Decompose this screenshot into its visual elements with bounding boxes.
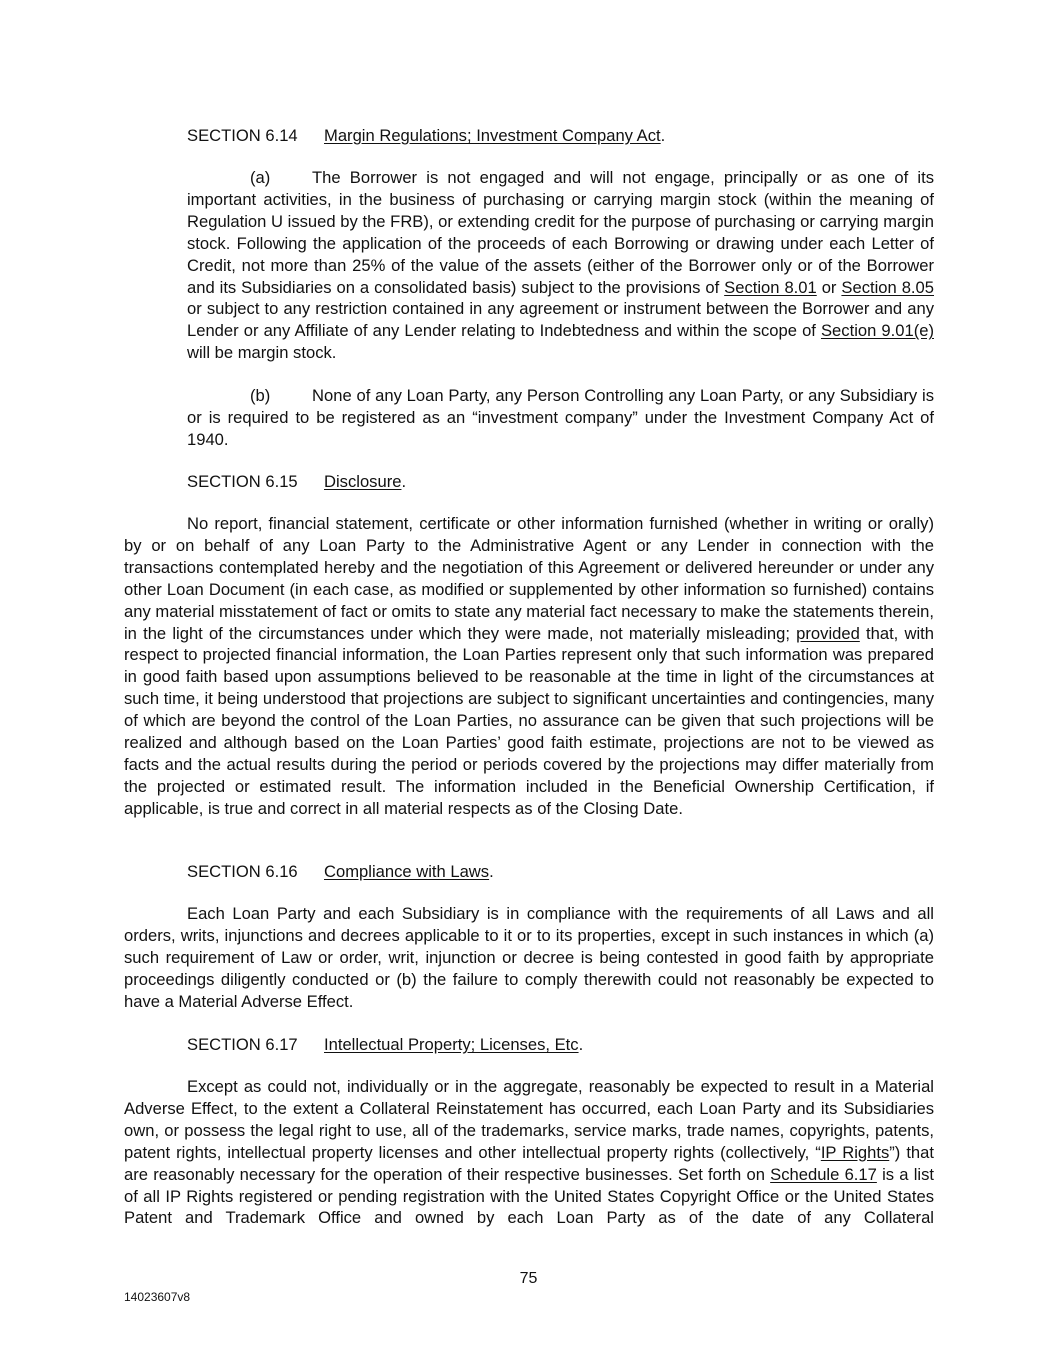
defined-term: IP Rights	[820, 1142, 890, 1162]
section-6-17-heading: SECTION 6.17 Intellectual Property; Licenses, Etc.	[187, 1035, 584, 1054]
section-6-15-heading: SECTION 6.15 Disclosure.	[187, 472, 407, 491]
section-title: Margin Regulations; Investment Company Act	[324, 126, 661, 145]
cross-reference: Section 8.01	[724, 277, 817, 297]
section-title: Intellectual Property; Licenses, Etc	[324, 1035, 579, 1054]
cross-reference: Section 9.01(e)	[820, 321, 934, 341]
section-6-14-clause-a: (a) The Borrower is not engaged and will not engage, principally or as one of its important activities, in the business of purchasing or carrying margin stock (within the meaning of Regulation U issued by the FRB), or extending credit for the purpose of purchasing or carrying margin stock. Following the application of the proceeds of each Borrowing or drawing under each Letter of Credit, not more than 25% of the value of the assets (either of the Borrower only or of the Borrower and its Subsidiaries on a consolidated basis) subject to the provisions of Section 8.01 or Section 8.05 or subject to any restriction contained in any agreement or instrument between the Borrower and any Lender or any Affiliate of any Lender relating to Indebtedness and within the scope of Section 9.01(e) will be margin stock.	[187, 168, 934, 363]
cross-reference: Schedule 6.17	[770, 1164, 877, 1184]
clause-label: (a)	[250, 168, 271, 187]
section-title: Disclosure	[324, 472, 402, 491]
section-6-16-body: Each Loan Party and each Subsidiary is in compliance with the requirements of all Laws and all orders, writs, injunctions and decrees applicable to it or to its properties, except in such instances in which (a) such requirement of Law or order, writ, injunction or decree is being contested in good faith by appropriate proceedings diligently conducted or (b) the failure to comply therewith could not reasonably be expected to have a Material Adverse Effect.	[124, 904, 934, 1011]
section-number: SECTION 6.15	[187, 472, 298, 491]
section-number: SECTION 6.17	[187, 1035, 298, 1054]
clause-label: (b)	[250, 386, 271, 405]
page-number: 75	[519, 1270, 538, 1287]
proviso: provided	[796, 623, 860, 643]
document-id: 14023607v8	[124, 1290, 191, 1304]
section-6-15-body: No report, financial statement, certificate or other information furnished (whether in writing or orally) by or on behalf of any Loan Party to the Administrative Agent or any Lender in connection with the transactions contemplated hereby and the negotiation of this Agreement or delivered hereunder or under any other Loan Document (in each case, as modified or supplemented by other information so furnished) contains any material misstatement of fact or omits to state any material fact necessary to make the statements therein, in the light of the circumstances under which they were made, not materially misleading; provided that, with respect to projected financial information, the Loan Parties represent only that such information was prepared in good faith based upon assumptions believed to be reasonable at the time in light of the circumstances at such time, it being understood that projections are subject to significant uncertainties and contingencies, many of which are beyond the control of the Loan Parties, no assurance can be given that such projections will be realized and although based on the Loan Parties’ good faith estimate, projections are not to be viewed as facts and the actual results during the period or periods covered by the projections may differ materially from the projected or estimated result. The information included in the Beneficial Ownership Certification, if applicable, is true and correct in all material respects as of the Closing Date.	[124, 514, 934, 818]
section-6-14-clause-b: (b) None of any Loan Party, any Person Controlling any Loan Party, or any Subsidiary is or is required to be registered as an “investment company” under the Investment Company Act of 1940.	[187, 386, 934, 449]
section-title: Compliance with Laws	[324, 862, 490, 881]
section-6-17-body: Except as could not, individually or in the aggregate, reasonably be expected to result in a Material Adverse Effect, to the extent a Collateral Reinstatement has occurred, each Loan Party and its Subsidiaries own, or possess the legal right to use, all of the trademarks, service marks, trade names, copyrights, patents, patent rights, intellectual property licenses and other intellectual property rights (collectively, “IP Rights”) that are reasonably necessary for the operation of their respective businesses. Set forth on Schedule 6.17 is a list of all IP Rights registered or pending registration with the United States Copyright Office or the United States Patent and Trademark Office and owned by each Loan Party as of the date of any Collateral	[124, 1077, 935, 1228]
section-number: SECTION 6.16	[187, 862, 298, 881]
cross-reference: Section 8.05	[841, 277, 934, 297]
section-6-14-heading: SECTION 6.14 Margin Regulations; Investment Company Act.	[187, 126, 666, 145]
section-number: SECTION 6.14	[187, 126, 298, 145]
section-6-16-heading: SECTION 6.16 Compliance with Laws.	[187, 862, 494, 881]
